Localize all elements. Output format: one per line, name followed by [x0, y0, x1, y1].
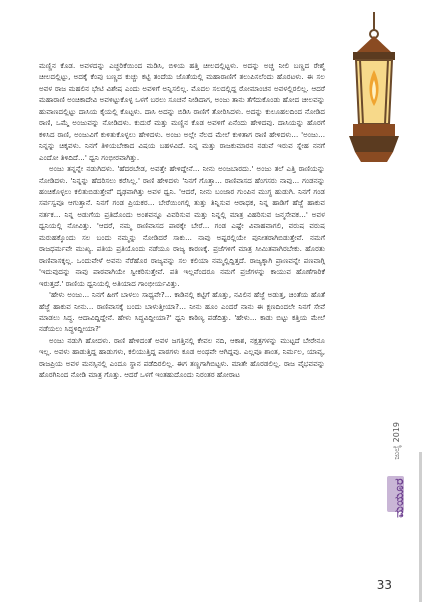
article-body	[39, 60, 325, 381]
issue-label: ಜುಲೈ 2019	[392, 422, 401, 460]
brand-name: ಮಯೂರ	[392, 478, 406, 518]
lantern-illustration	[327, 12, 407, 202]
page-number: 33	[376, 578, 392, 592]
article-paragraph: ಅಂಜು ತನ್ನನ್ನೇ ನಡುಗಿದಳು. 'ಹೆದರಬೇಡ, ಅವತ್ತೇ ಹೇಳಿದ್ದೇನೆ... ನೀನು ಅಂಜಬಾರದು.' ಅಂಜು ತಲೆ ಎತ್ತಿ ರಾಣಿಯನ್ನು ನೋಡಿದಳು. 'ನಿನ್ನನ್ನು ಹೆದರಿಸಲು ಕರೆಸಿಲ್ಲ.' ರಾಣಿ ಹೇಳಿದಳು 'ನಿನಗೆ ಗೊತ್ತಾ... ರಾಣಿವಾಸದ ಹೆಂಗಸರು ನಾವು... ಗಂಡನನ್ನು ಹಂಚಿಕೊಳ್ಳಲು ಕಲಿತುಬಿಡುತ್ತೇವೆ' ದೃಢವಾಗಿತ್ತು ಅವಳ ಧ್ವನಿ. 'ಆದರೆ, ನೀನು ಬಂಜಾರ ಗುಂಪಿನ ಮುಗ್ಧ ಹುಡುಗಿ. ನಿನಗೆ ಗಂಡ ಸರ್ವಸ್ವವೂ ಆಗುತ್ತಾನೆ. ನಿನಗೆ ಗಂಡ ಪ್ರಿಯಕರ... ಬೇರೆಯಿಂಗಲ್ಲಿ ತುತ್ತು ತಿನ್ನಿಸುವ ಆರಾಧಕ, ನಿನ್ನ ಹಾಡಿಗೆ ಹೆಜ್ಜೆ ಹಾಕುವ ನರ್ತಕ... ನಿನ್ನ ಅಡುಗೆಯ ಪ್ರತಿದೊಂದು ಅಂಶವನ್ನೂ ವಿವರಿಸುವ ಮತ್ತು ನಿನ್ನಲ್ಲಿ ಮಾತ್ರ ವಿಹರಿಸುವ ಜನ್ಮಸೇವಕ...' ಅವಳ ಧ್ವನಿಯಲ್ಲಿ ನೋವಿತ್ತು. 'ಆದರೆ, ನಮ್ಮ ರಾಣಿವಾಸದ ಪಾಠಕ್ಕೇ ಬೇರೆ... ಗಂಡ ಎಷ್ಟೇ ವಿವಾಹವಾಗಲಿ, ವರುಷ ವರುಷ ಮರುಹಕ್ಕೊಂದು ಸಲ ಬಂದು ನಮ್ಮನ್ನು ನೋಡಿದರೆ ಸಾಕು... ನಾವು ಅಷ್ಟರಲ್ಲಿಯೇ ಪುನೀತರಾಗಿಬಿಡುತ್ತೇವೆ. ನಮಗೆ ರಾಜಧರ್ಮವೇ ಮುಖ್ಯ. ಪತಿಯ ಪ್ರತಿಯೊಂದು ನಡೆಯೂ ರಾಜ್ಯ ಕಾರಣಕ್ಕೆ. ಪ್ರಜೆಗಳಿಗೆ ಮಾತ್ರ ಸೀಮಿತವಾಗಿರಬೇಕು. ಹೊರತು ರಾಣಿವಾಸಕ್ಕಲ್ಲ. ಒಂದುವೇಳೆ ಅವನು ನೆರೆಹೊರ ರಾಜ್ಯವನ್ನು ಸಲ ಕಲಿಯಾ ನಮ್ಮಲ್ಲಿದ್ದಿತ್ತದೆ. ರಾಜ್ಯಕ್ಕಾಗಿ ಪ್ರಾಣವನ್ನೇ ಪಣವಾಗ್ಗಿ 'ಇದುವುದನ್ನು ನಾವು ಪಾಠವಾಗಿಯೇ ಸ್ವೀಕರಿಸುತ್ತೇವೆ. ಪತಿ ಇಲ್ಲವೆಂದರೂ ನಮಗೆ ಪ್ರಜೆಗಳನ್ನು ಕಾಯುವ ಹೊಣೆಗಾರಿಕೆ ಇರುತ್ತದೆ.' ರಾಣಿಯ ಧ್ವನಿಯಲ್ಲಿ ಅತಿಯಾದ ಗಾಂಭೀರ್ಯವಿತ್ತು.	[39, 164, 325, 288]
article-paragraph: ಅಂಜು ನಡುಗಿ ಹೋದಳು. ರಾಣಿ ಹೇಳಿದಂತೆ ಅವಳ ಜಗತ್ತಿನಲ್ಲಿ ಕೇವಲ ನದಿ, ಆಕಾಶ, ನಕ್ಷತ್ರಗಳನ್ನು ಮುಟ್ಟದೆ ಬೇರೇನೂ ಇಲ್ಲ. ಅವಳು ಹಾಡುತ್ತಿದ್ದ ಹಾಡುಗಳು, ಕಲಿಯುತ್ತಿದ್ದ ಪಾಠಗಳು ಕೂಡ ಅಂಥವೇ ಆಗಿದ್ದವು. ಎಲ್ಲವೂ ಶಾಂತ, ನಿರ್ಮಲ, ಯಾವ್ಯ, ರಾಜಪ್ರಿಯ ಅವಳ ಮನಸ್ಸಿನಲ್ಲಿ ಎಂದೂ ಸ್ಥಾನ ಪಡೆದಿರಲಿಲ್ಲ. ಈಗ ತಣ್ಣಗಾಗಿಬಿಟ್ಟಳು. ಮಾತೇ ಹೊರಡಲಿಲ್ಲ. ರಾಜ ವೈಭವವನ್ನು ಹೊರಗಿನಿಂದ ನೋಡಿ ಮಾತ್ರ ಗೊತ್ತು. ಆದರೆ ಒಳಗೆ ಇಂತಹುದೊಂದು ನಿರಂತರ ಹೋರಾಟ	[39, 335, 325, 380]
article-paragraph: 'ಹೇಳು ಅಂಜು... ನಿನಗೆ ಹೀಗೆ ಬಾಳಲು ಸಾಧ್ಯವೇ?... ಕಾಡಿನಲ್ಲಿ ಕಟ್ಟಿಗೆ ಹೊತ್ತು, ನವಿಲಿನ ಹೆಜ್ಜೆ ಅಡುತ್ತ, ಚಿಂತೆಯ ಹೊತೆ ಹೆಜ್ಜೆ ಹಾಕುವ ನೀನು... ರಾಣಿವಾಸಕ್ಕೆ ಬಂದು ಬಾಳುತ್ತೀಯಾ?... ನೀನು ಹೂಂ ಎಂದರೆ ನಾನು ಈ ಕ್ಷಣದಿಂದಲೇ ನಿನಗೆ ಸೇವೆ ಮಾಡಲು ಸಿದ್ಧ. ಆದಾವಿದ್ದಿದ್ದೇನೆ. ಹೇಳು ಸಿದ್ಧವಿದ್ದೀಯಾ?' ಧ್ವನಿ ಕಾಠಿಣ್ಯ ಪಡೆದಿತ್ತು. 'ಹೇಳು... ಕಾಡು ಬಿಟ್ಟು ಕತ್ತಿಯ ಮೇಲೆ ನಡೆಯಲು ಸಿದ್ಧಳಿದ್ದೀಯಾ?'	[39, 290, 325, 334]
article-paragraph: ಮಣ್ಣಿನ ಕೊಡ. ಅವಳದನ್ನು ಎಚ್ಚರಿಕೆಯಿಂದ ಮಡಿಸಿ, ಬಿಳಿಯ ಹತ್ತಿ ಚೀಲದಲ್ಲಿಟ್ಟಳು. ಅದನ್ನು ಅಚ್ಚ ನೀಲಿ ಬಣ್ಣದ ರೇಶ್ಮೆ ಚೀಲದಲ್ಲಿಟ್ಟು, ಅದಕ್ಕೆ ಕೆಂಪು ಬಣ್ಣದ ಕುಚ್ಚು ಕಟ್ಟಿ ತಂದೆಯ ಜೊತೆಯಲ್ಲಿ ಮಹಾರಾಣಿಗೆ ತಲುಪಿಸಲೆಂದು ಹೊರಟಳು. ಈ ಸಲ ಅವಳ ರಾಜ ಮಹಲಿನ ಭೇಟಿ ವಿಶೇಷ ಎಂದು ಅವಳಿಗೆ ಅನ್ನಿಸಲಿಲ್ಲ. ಮೊದಲ ಸಲದಲ್ಲಿದ್ದ ರೋಮಾಂಚನ ಅವಳಲ್ಲಿರಲಿಲ್ಲ. ಆದರೆ ಮಹಾರಾಣಿ ಅಂಚಿಕಾದೇವಿ ಅವಳಿಟ್ಟುಕೊಳ್ಳ ಒಳಗೆ ಬರಲು ಸೂಚನೆ ನೀಡಿದಾಗ, ಅಂಜು ತಾನು ತೆಗೆದುಕೊಂಡು ಹೋದ ಚೀಲವನ್ನು ಹುವಾಣದಲ್ಲಿಟ್ಟು ದಾಸಿಯ ಕೈಯಲ್ಲಿ ಕೊಟ್ಟಳು. ದಾಸಿ ಅದನ್ನು ಬಿಡಿಸಿ ರಾಣಿಗೆ ತೋರಿಸಿದಳು. ಅದನ್ನು ಕುಲೂಹಲದಿಂದ ನೋಡಿದ ರಾಣಿ, ಒಮ್ಮೆ ಅಂಜುವನ್ನು ನೋಡಿದಳು. ಕುದುರೆ ಮತ್ತು ಮಣ್ಣಿನ ಕೊಡ ಅವಳಿಗೆ ಏನೆಂದು ಹೇಳಿದವು. ದಾಸಿಯನ್ನು ಹೊರಗೆ ಕಳಿಸಿದ ರಾಣಿ, ಅಂಜುವಿಗೆ ಕುಳಿತುಕೊಳ್ಳಲು ಹೇಳಿದಳು. ಅಂಜು ಅಲ್ಲೇ ನೆಲದ ಮೇಲೆ ಕುಳಿತಾಗ ರಾಣಿ ಹೇಳಿದಳು... 'ಅಂಜು... ನಿನ್ನನ್ನು ಚಿಕ್ಕವಳು. ನಿನಗೆ ತಿಳಿಯಬೇಕಾದ ವಿಷಯ ಬಹಳವಿದೆ. ನಿನ್ನ ಮತ್ತು ರಾಜಕುಮಾರನ ನಡುವೆ ಇರುವ ಸ್ನೇಹ ನನಗೆ ಎಂದೋ ತಿಳಿದಿದೆ...' ಧ್ವನಿ ಗಂಭೀರವಾಗಿತ್ತು.	[39, 61, 325, 162]
